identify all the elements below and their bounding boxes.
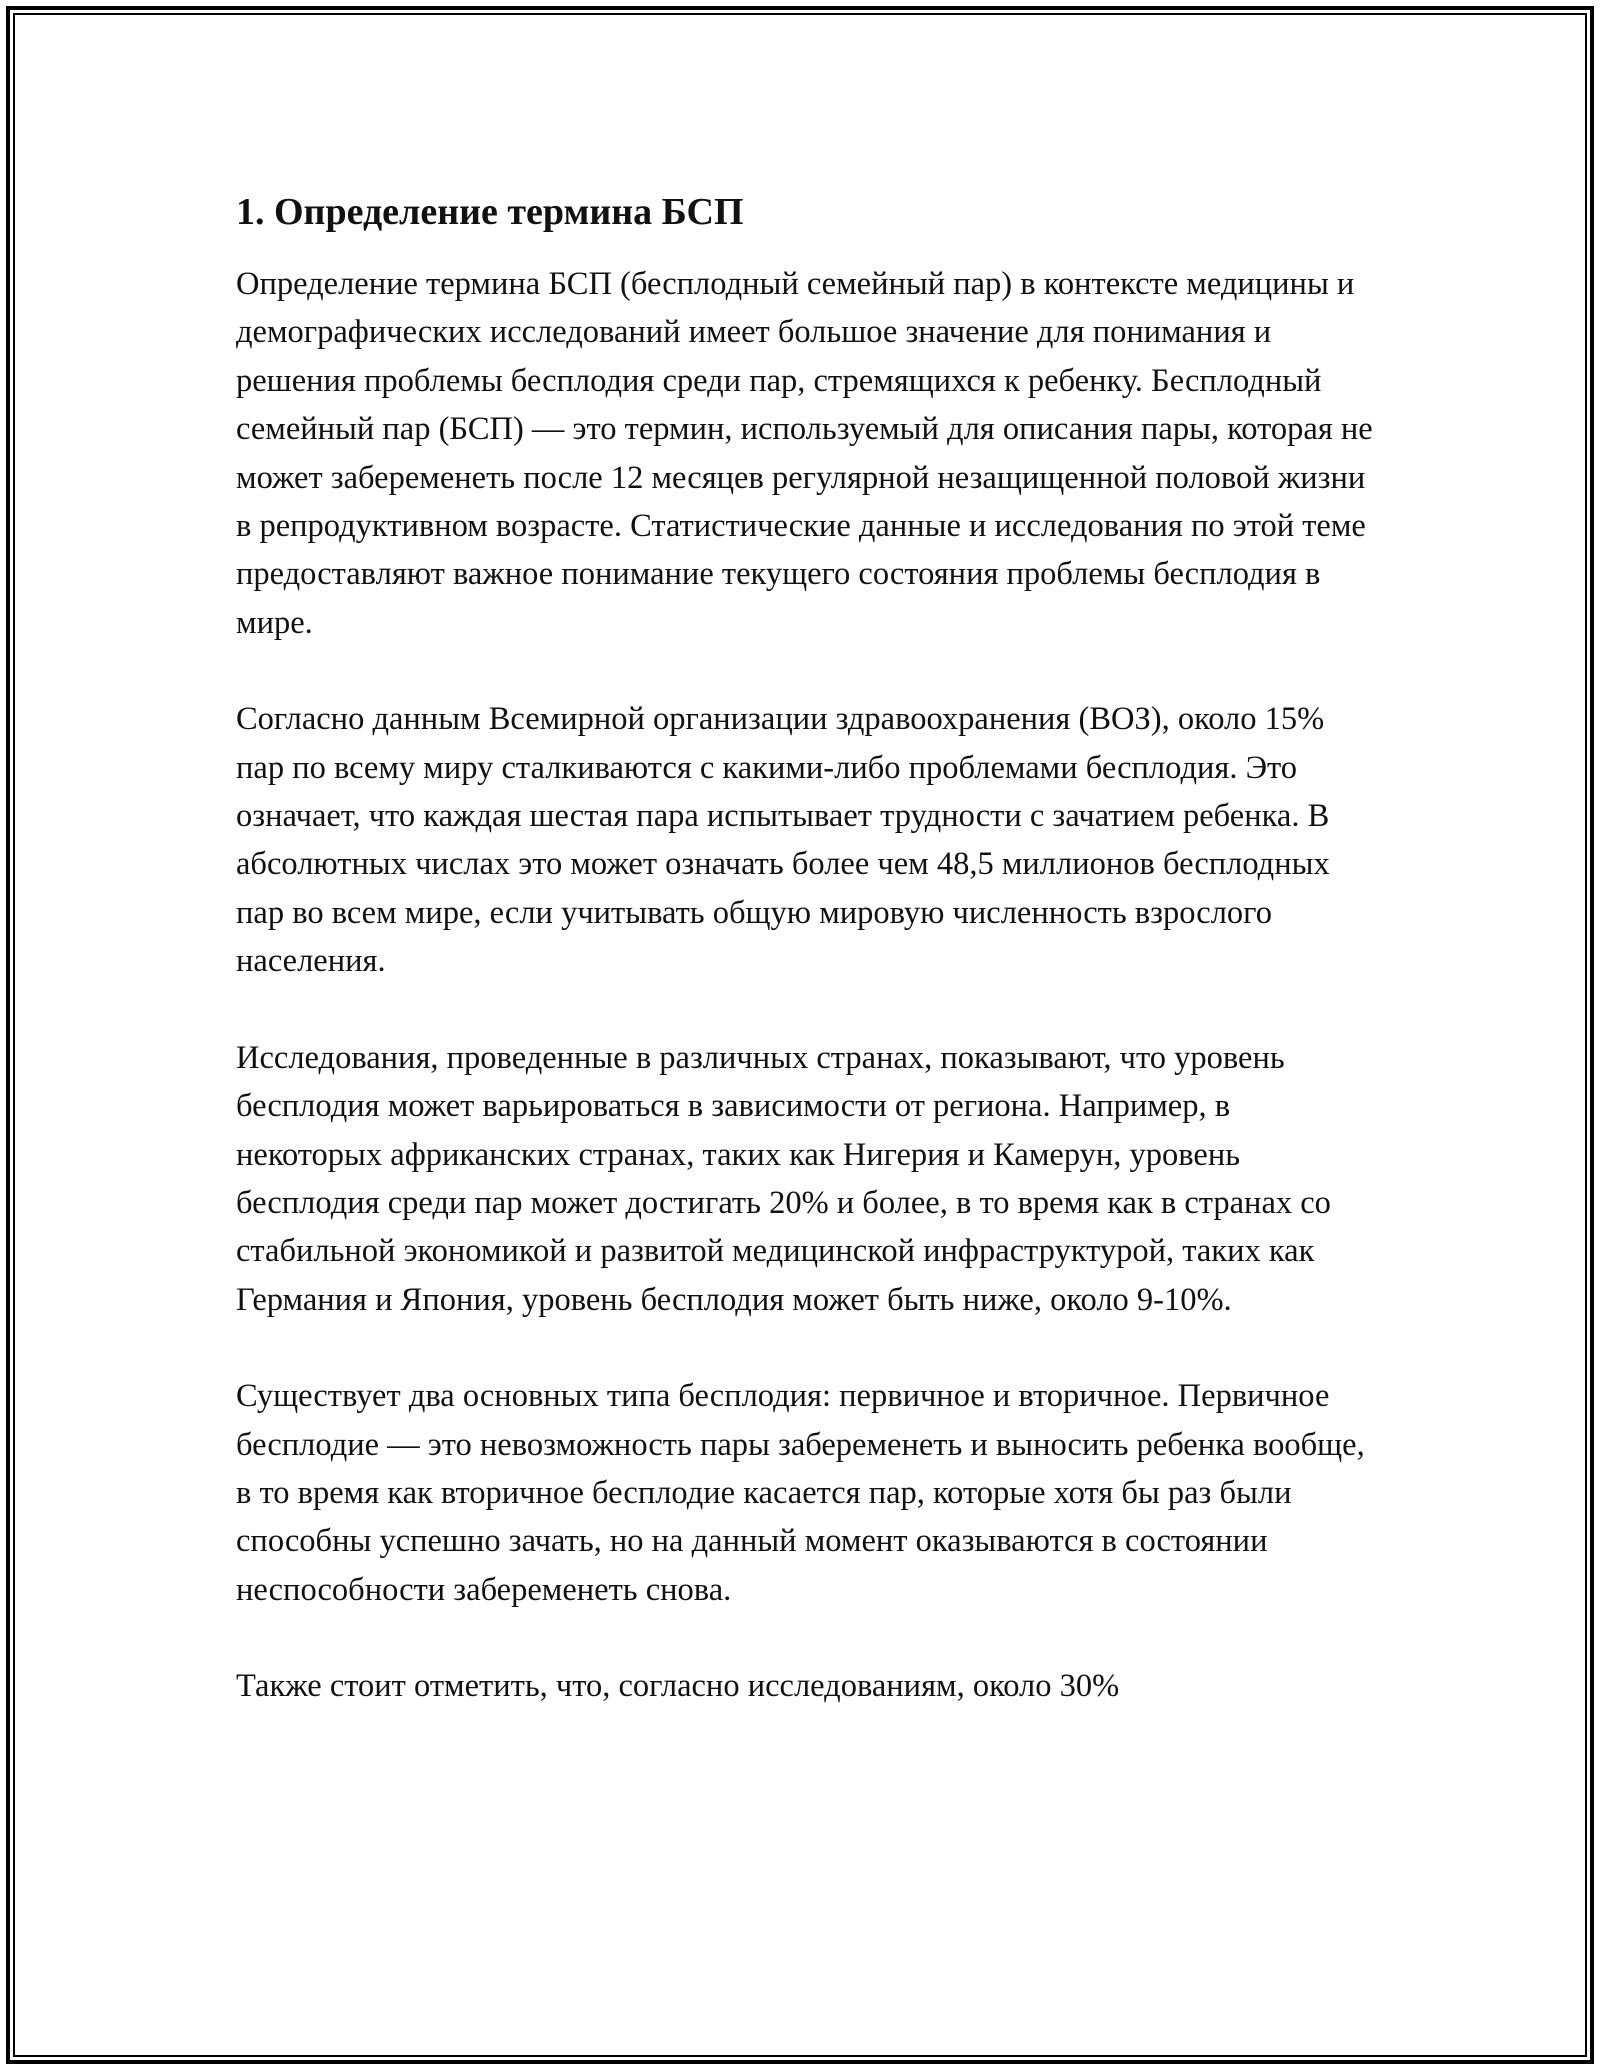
paragraph-definition: Определение термина БСП (бесплодный семейный пар) в контексте медицины и демографических исследований имеет большое значение для понимания и решения проблемы бесплодия среди пар, стремящихся к ребенку. Бесплодный семейный пар (БСП) — это термин, используемый для описания пары, которая не может забеременеть после 12 месяцев регулярной незащищенной половой жизни в репродуктивном возрасте. Статистические данные и исследования по этой теме предоставляют важное понимание текущего состояния проблемы бесплодия в мире. xyxy=(236,266,1373,641)
paragraph-continuation: Также стоит отметить, что, согласно исследованиям, около 30% xyxy=(236,1668,1120,1705)
section-title: 1. Определение термина БСП xyxy=(236,191,744,233)
paragraph-who-statistics: Согласно данным Всемирной организации здравоохранения (ВОЗ), около 15% пар по всему миру сталкиваются с какими-либо проблемами бесплодия. Это означает, что каждая шестая пара испытывает трудности с зачатием ребенка. В абсолютных числах это может означать более чем 48,5 миллионов бесплодных пар во всем мире, если учитывать общую мировую численность взрослого населения. xyxy=(236,701,1330,980)
paragraph-infertility-types: Существует два основных типа бесплодия: первичное и вторичное. Первичное бесплодие — это невозможность пары забеременеть и выносить ребенка вообще, в то время как вторичное бесплодие касается пар, которые хотя бы раз были способны успешно зачать, но на данный момент оказываются в состоянии неспособности забеременеть снова. xyxy=(236,1378,1365,1608)
paragraph-regional-differences: Исследования, проведенные в различных странах, показывают, что уровень бесплодия может варьироваться в зависимости от региона. Например, в некоторых африканских странах, таких как Нигерия и Камерун, уровень бесплодия среди пар может достигать 20% и более, в то время как в странах со стабильной экономикой и развитой медицинской инфраструктурой, таких как Германия и Япония, уровень бесплодия может быть ниже, около 9-10%. xyxy=(236,1039,1331,1318)
document-body xyxy=(236,186,1376,1759)
